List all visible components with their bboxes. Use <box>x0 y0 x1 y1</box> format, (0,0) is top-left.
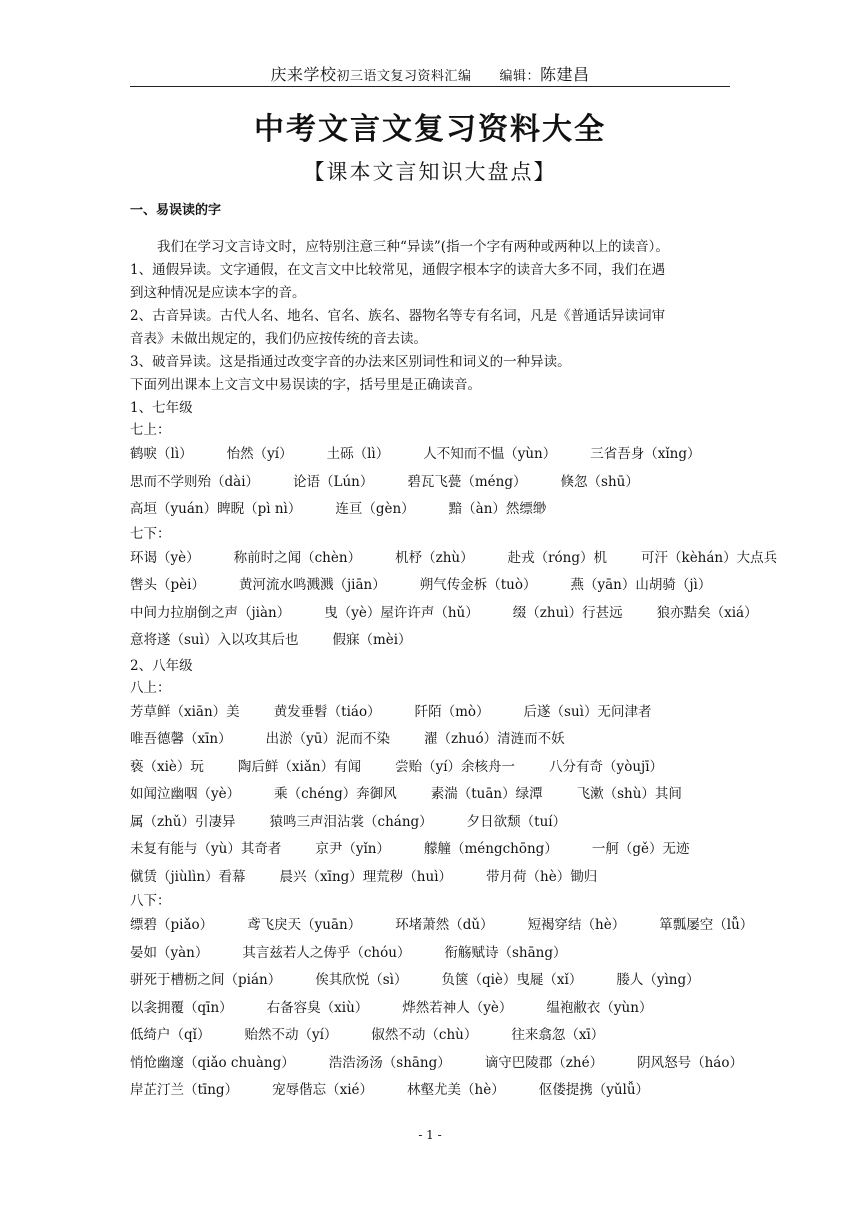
header-editor-label: 编辑： <box>499 69 541 84</box>
term-label: 八下： <box>130 893 171 909</box>
word-entry: 三省吾身（xǐng） <box>590 446 701 462</box>
word-entry: 猿鸣三声泪沾裳（cháng） <box>269 813 433 830</box>
word-entry: 辔头（pèi） <box>130 577 205 593</box>
word-list <box>130 699 740 892</box>
word-entry: 短褐穿结（hè） <box>527 917 626 933</box>
word-entry: 曳（yè）屋许许声（hǔ） <box>324 604 479 621</box>
word-row <box>130 1077 740 1105</box>
word-list <box>130 912 754 1105</box>
word-row <box>130 1050 743 1078</box>
word-entry: 悄怆幽邃（qiǎo chuàng） <box>130 1054 295 1071</box>
word-entry: 倏忽（shū） <box>560 473 639 490</box>
word-row <box>130 836 740 864</box>
word-entry: 未复有能与（yù）其奇者 <box>130 841 282 857</box>
word-entry: 怡然（yí） <box>226 446 293 462</box>
word-entry: 狼亦黠矣（xiá） <box>656 604 758 621</box>
word-entry: 思而不学则殆（dài） <box>130 473 260 490</box>
term-label: 七上： <box>130 422 171 438</box>
word-row <box>130 600 758 628</box>
word-entry: 夕日欲颓（tuí） <box>466 813 567 830</box>
word-entry: 缥碧（piǎo） <box>130 917 214 933</box>
word-entry: 赴戎（róng）机 <box>507 549 608 566</box>
word-entry: 环谒（yè） <box>130 549 200 566</box>
word-entry: 右备容臭（xiù） <box>266 999 369 1016</box>
word-entry: 素湍（tuān）绿潭 <box>430 786 543 802</box>
word-entry: 飞漱（shù）其间 <box>576 786 682 802</box>
word-entry: 鹤唳（lì） <box>130 446 193 462</box>
word-entry: 后遂（suì）无问津者 <box>523 703 652 720</box>
word-entry: 往来翕忽（xī） <box>511 1027 605 1043</box>
word-entry: 缀（zhuì）行甚远 <box>512 604 623 621</box>
word-entry: 浩浩汤汤（shāng） <box>328 1054 451 1071</box>
header-school: 庆来学校 <box>270 65 337 84</box>
word-entry: 俶然不动（chù） <box>371 1027 478 1043</box>
header-course: 初三语文 <box>336 69 391 84</box>
header-divider <box>130 86 730 87</box>
word-entry: 低绮户（qǐ） <box>130 1027 211 1043</box>
word-entry: 称前时之闻（chèn） <box>233 549 362 566</box>
word-entry: 岸芷汀兰（tīng） <box>130 1082 239 1098</box>
word-row <box>130 940 740 968</box>
page-number: - 1 - <box>418 1128 442 1142</box>
word-entry: 带月荷（hè）锄归 <box>486 868 598 885</box>
page-header <box>130 62 730 85</box>
word-entry: 晨兴（xīng）理荒秽（huì） <box>279 868 453 885</box>
word-row <box>130 496 740 524</box>
header-material: 复习资料汇编 <box>390 69 472 84</box>
word-entry: 鸢飞戾天（yuān） <box>247 917 362 933</box>
word-entry: 艨艟（méngchōng） <box>423 841 558 857</box>
word-entry: 媵人（yìng） <box>616 972 700 988</box>
document-subtitle: 【课本文言知识大盘点】 <box>303 160 557 184</box>
word-entry: 伛偻提携（yǔlǚ） <box>538 1082 650 1098</box>
word-entry: 阴风怒号（háo） <box>637 1054 743 1071</box>
word-entry: 连亘（gèn） <box>335 501 415 517</box>
word-entry: 唯吾德馨（xīn） <box>130 731 232 747</box>
word-entry: 意将遂（suì）入以攻其后也 <box>130 632 299 648</box>
word-entry: 中间力拉崩倒之声（jiàn） <box>130 604 291 621</box>
word-entry: 阡陌（mò） <box>414 703 490 720</box>
word-row <box>130 699 740 727</box>
word-entry: 濯（zhuó）清涟而不妖 <box>423 731 565 747</box>
word-entry: 尝贻（yí）余核舟一 <box>395 758 516 775</box>
document-title: 中考文言文复习资料大全 <box>254 112 606 147</box>
word-entry: 如闻泣幽咽（yè） <box>130 786 241 802</box>
word-entry: 人不知而不愠（yùn） <box>423 446 557 462</box>
word-entry: 黄河流水鸣溅溅（jiān） <box>238 577 386 593</box>
word-row <box>130 1022 740 1050</box>
word-entry: 亵（xiè）玩 <box>130 758 204 775</box>
word-entry: 其言兹若人之俦乎（chóu） <box>242 944 411 961</box>
word-entry: 土砾（lì） <box>326 446 390 462</box>
intro-line: 下面列出课本上文言文中易误读的字，括号里是正确读音。 <box>130 377 481 393</box>
word-entry: 俟其欣悦（sì） <box>315 972 408 988</box>
word-entry: 黯（àn）然缥缈 <box>448 501 547 517</box>
grade-label: 1、七年级 <box>130 400 193 416</box>
word-entry: 假寐（mèi） <box>332 632 412 648</box>
word-entry: 环堵萧然（dǔ） <box>395 917 494 933</box>
word-entry: 京尹（yǐn） <box>315 841 390 857</box>
word-entry: 碧瓦飞甍（méng） <box>407 473 527 490</box>
intro-line: 到这种情况是应读本字的音。 <box>130 285 306 301</box>
word-row <box>130 912 754 940</box>
header-editor-name: 陈建昌 <box>540 65 590 84</box>
word-entry: 僦赁（jiùlìn）看幕 <box>130 868 246 885</box>
word-list <box>130 441 740 524</box>
word-row <box>130 545 778 573</box>
word-entry: 八分有奇（yòujī） <box>549 758 664 775</box>
word-entry: 陶后鲜（xiǎn）有闻 <box>237 758 362 775</box>
word-entry: 芳草鲜（xiān）美 <box>130 703 240 720</box>
word-row <box>130 754 740 782</box>
word-entry: 乘（chéng）奔御风 <box>274 786 397 802</box>
intro-paragraph: 我们在学习文言诗文时，应特别注意三种“异读”(指一个字有两种或两种以上的读音）。 <box>157 239 669 255</box>
word-entry: 高垣（yuán）睥睨（pì nì） <box>130 501 302 517</box>
word-row <box>130 809 740 837</box>
word-entry: 负箧（qiè）曳屣（xǐ） <box>441 972 583 988</box>
word-entry: 骈死于槽枥之间（pián） <box>130 972 282 988</box>
word-row <box>130 572 740 600</box>
intro-line: 3、破音异读。这是指通过改变字音的办法来区别词性和词义的一种异读。 <box>130 354 571 370</box>
word-entry: 论语（Lún） <box>293 473 374 490</box>
term-label: 八上： <box>130 679 171 696</box>
intro-line: 1、通假异读。文字通假，在文言文中比较常见，通假字根本字的读音大多不同，我们在遇 <box>130 262 666 278</box>
section-heading: 一、易误读的字 <box>130 203 222 218</box>
word-entry: 机杼（zhù） <box>395 549 474 566</box>
word-entry: 出淤（yū）泥而不染 <box>265 731 390 747</box>
word-row <box>130 441 740 469</box>
word-row <box>130 781 740 809</box>
word-entry: 可汗（kèhán）大点兵 <box>641 549 778 566</box>
word-row <box>130 864 740 892</box>
word-row <box>130 967 740 995</box>
grade-label: 2、八年级 <box>130 657 193 674</box>
word-row <box>130 995 740 1023</box>
word-row <box>130 627 740 655</box>
intro-line: 2、古音异读。古代人名、地名、官名、族名、器物名等专有名词，凡是《普通话异读词审 <box>130 308 666 324</box>
word-entry: 烨然若神人（yè） <box>402 999 513 1016</box>
word-entry: 缊袍敝衣（yùn） <box>546 999 653 1016</box>
word-entry: 以衾拥覆（qīn） <box>130 999 233 1016</box>
word-entry: 一舸（gě）无迹 <box>591 841 690 857</box>
word-list <box>130 545 778 655</box>
word-entry: 宠辱偕忘（xié） <box>272 1082 374 1098</box>
word-row <box>130 726 740 754</box>
word-entry: 黄发垂髫（tiáo） <box>273 703 381 720</box>
word-entry: 燕（yān）山胡骑（jì） <box>570 577 712 593</box>
word-entry: 贻然不动（yí） <box>244 1027 338 1043</box>
word-entry: 林壑尤美（hè） <box>407 1082 505 1098</box>
word-entry: 朔气传金柝（tuò） <box>419 577 537 593</box>
term-label: 七下： <box>130 525 171 542</box>
word-entry: 箪瓢屡空（lǚ） <box>659 917 754 933</box>
word-entry: 衔觞赋诗（shāng） <box>444 944 567 961</box>
word-entry: 谪守巴陵郡（zhé） <box>484 1054 604 1071</box>
word-entry: 晏如（yàn） <box>130 944 209 961</box>
intro-line: 音表》未做出规定的，我们仍应按传统的音去读。 <box>130 331 427 347</box>
word-entry: 属（zhǔ）引凄异 <box>130 813 236 830</box>
word-row <box>130 469 740 497</box>
document-body <box>130 236 778 1105</box>
